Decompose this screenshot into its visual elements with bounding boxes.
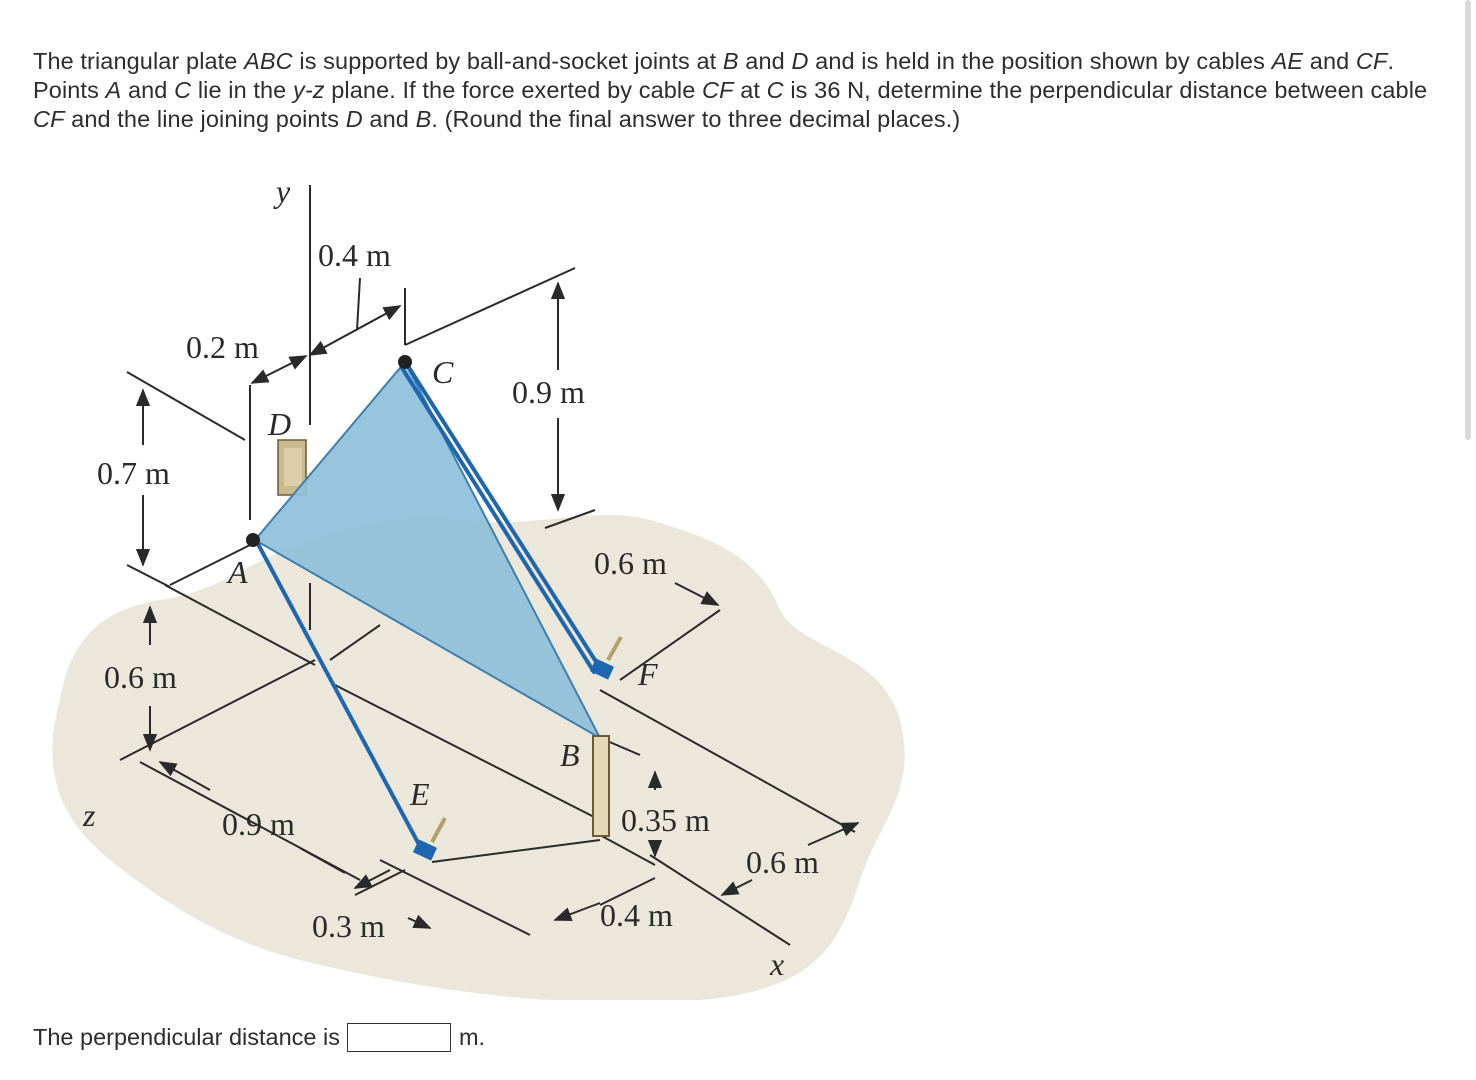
axis-z-label: z [83, 797, 96, 833]
label-a: A [228, 554, 248, 590]
dim-0-4-bottom: 0.4 m [600, 897, 673, 933]
answer-unit: m. [458, 1024, 486, 1050]
dim-0-9-bottom: 0.9 m [222, 806, 295, 842]
axis-y-label: y [276, 173, 291, 209]
answer-row [33, 1021, 485, 1053]
answer-input[interactable] [347, 1023, 451, 1052]
dim-0-35: 0.35 m [621, 802, 710, 838]
label-c: C [432, 354, 454, 390]
problem-statement: The triangular plate ABC is supported by ball-and-socket joints at B and D and is held in the position shown by cables AE and CF. Points A and C lie in the y-z plane. If the force exerted by cable CF at C is 36 N, determine the perpendicular distance between cable CF and the line joining points D and B. (Round the final answer to three decimal places.) [33, 48, 1428, 132]
label-b: B [560, 737, 580, 773]
dim-0-6-left: 0.6 m [104, 659, 177, 695]
point-a-dot [246, 533, 260, 547]
dim-0-9-right: 0.9 m [512, 374, 585, 410]
dim-0-2: 0.2 m [186, 329, 259, 365]
scrollbar[interactable] [1465, 0, 1471, 440]
label-e: E [410, 776, 430, 812]
dim-0-6-right: 0.6 m [594, 545, 667, 581]
support-b [593, 736, 609, 836]
axis-x-label: x [770, 946, 785, 982]
plate-figure [0, 170, 920, 1000]
dim-0-4-top: 0.4 m [318, 237, 391, 273]
label-f: F [638, 656, 658, 692]
dim-0-6-far: 0.6 m [746, 844, 819, 880]
dim-0-7: 0.7 m [97, 455, 170, 491]
dim-0-3: 0.3 m [312, 908, 385, 944]
label-d: D [268, 406, 292, 442]
point-c-dot [398, 355, 412, 369]
answer-prefix: The perpendicular distance is [33, 1024, 340, 1050]
